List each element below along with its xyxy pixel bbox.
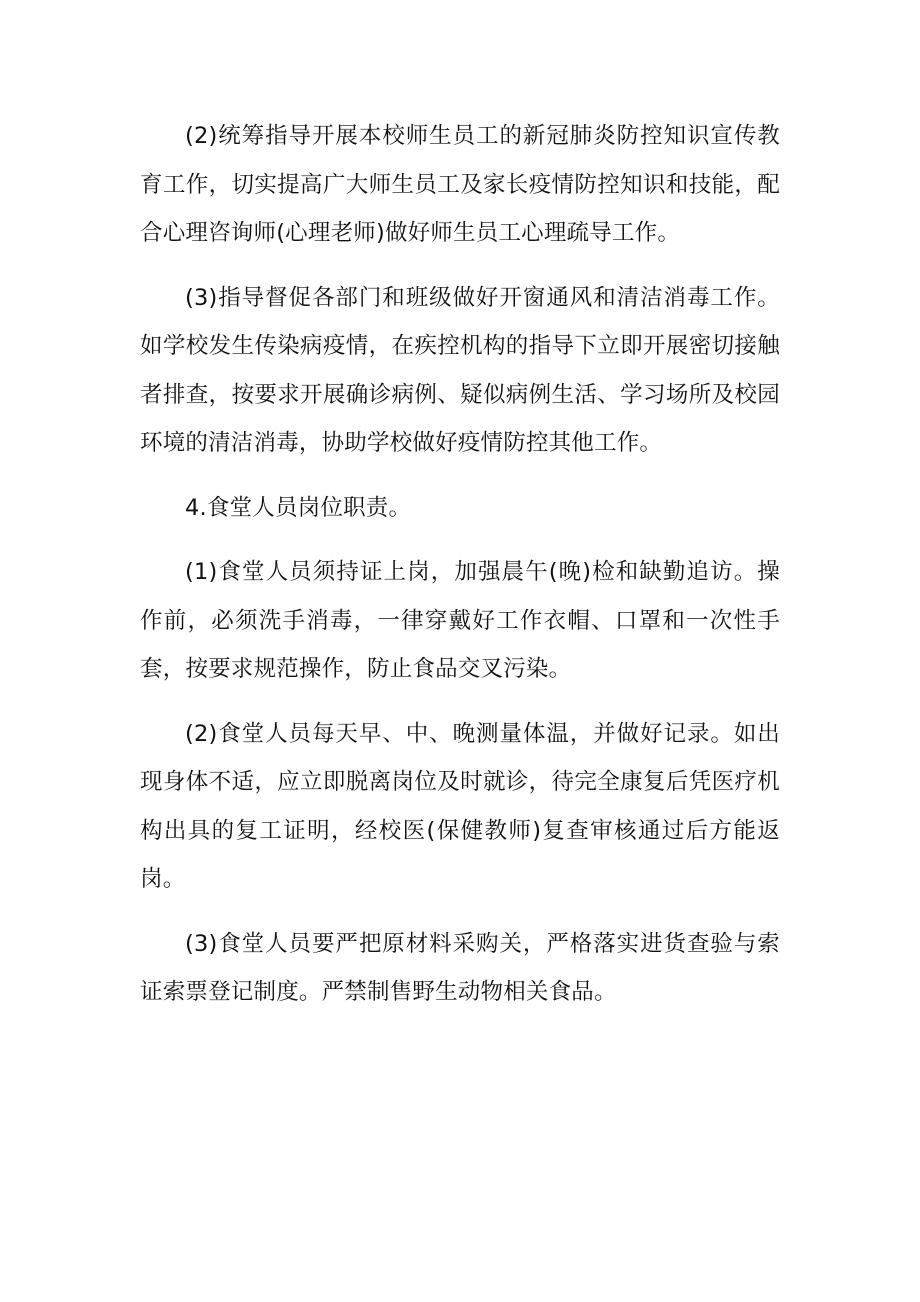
section-heading-canteen-duties: 4.食堂人员岗位职责。 [185, 494, 412, 521]
paragraph-canteen-temperature: (2)食堂人员每天早、中、晚测量体温，并做好记录。如出现身体不适，应立即脱离岗位及时就诊，待完全康复后凭医疗机构出具的复工证明，经校医(保健教师)复查审核通过后方能返岗。 [140, 720, 780, 892]
paragraph-ventilation-disinfection: (3)指导督促各部门和班级做好开窗通风和清洁消毒工作。如学校发生传染病疫情，在疾控机构的指导下立即开展密切接触者排查，按要求开展确诊病例、疑似病例生活、学习场所及校园环境的清洁消毒，协助学校做好疫情防控其他工作。 [140, 284, 780, 456]
paragraph-canteen-procurement: (3)食堂人员要严把原材料采购关，严格落实进货查验与索证索票登记制度。严禁制售野生动物相关食品。 [140, 930, 780, 1005]
document-body [140, 112, 780, 1033]
paragraph-school-health-education: (2)统筹指导开展本校师生员工的新冠肺炎防控知识宣传教育工作，切实提高广大师生员工及家长疫情防控知识和技能，配合心理咨询师(心理老师)做好师生员工心理疏导工作。 [140, 123, 780, 246]
paragraph-canteen-certification: (1)食堂人员须持证上岗，加强晨午(晚)检和缺勤追访。操作前，必须洗手消毒，一律穿戴好工作衣帽、口罩和一次性手套，按要求规范操作，防止食品交叉污染。 [140, 559, 780, 682]
